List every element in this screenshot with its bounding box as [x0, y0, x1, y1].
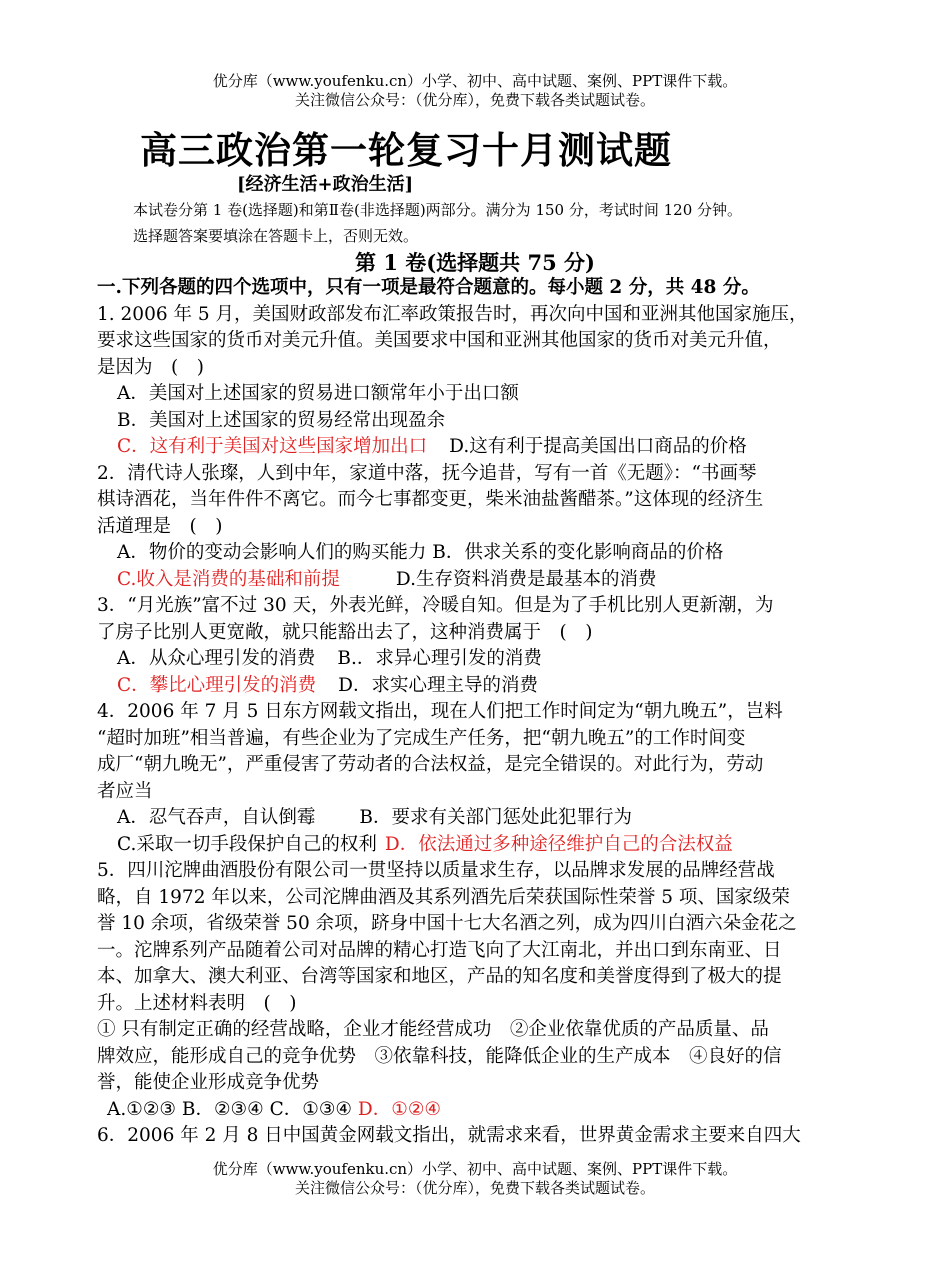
question-stem: “超时加班”相当普遍，有些企业为了完成生产任务，把“朝九晚五”的工作时间变	[97, 727, 746, 749]
question-stem: 2．清代诗人张璨，人到中年，家道中落，抚今追昔，写有一首《无题》：“书画琴	[97, 462, 757, 484]
options-abc: A.①②③ B．②③④ C．①③④	[107, 1098, 353, 1120]
option-d-answer: D．依法通过多种途径维护自己的合法权益	[384, 833, 733, 855]
statement-list: ① 只有制定正确的经营战略，企业才能经营成功 ②企业依靠优质的产品质量、品	[97, 1019, 769, 1040]
question-stem: 4．2006 年 7 月 5 日东方网载文指出，现在人们把工作时间定为“朝九晚五”，岂料	[97, 701, 783, 722]
option-c-answer: C．攀比心理引发的消费	[117, 674, 317, 696]
page-subtitle: [经济生活+政治生活]	[237, 174, 414, 195]
option-b: B.．求异心理引发的消费	[337, 648, 542, 669]
option-a: A．忍气吞声，自认倒霉	[117, 807, 316, 828]
question-stem: 是因为 ( )	[97, 356, 204, 378]
footer-line-1: 优分库（www.youfenku.cn）小学、初中、高中试题、案例、PPT课件下载。	[212, 1160, 738, 1178]
option-ab: A．物价的变动会影响人们的购买能力 B．供求关系的变化影响商品的价格	[117, 542, 724, 563]
question-stem: 棋诗酒花，当年件件不离它。而今七事都变更，柴米油盐酱醋茶。”这体现的经济生	[97, 489, 764, 510]
question-stem: 本、加拿大、澳大利亚、台湾等国家和地区，产品的知名度和美誉度得到了极大的提	[97, 966, 782, 987]
option-a: A．从众心理引发的消费	[117, 648, 316, 669]
question-stem: 一。沱牌系列产品随着公司对品牌的精心打造飞向了大江南北，并出口到东南亚、日	[97, 939, 782, 961]
header-line-1: 优分库（www.youfenku.cn）小学、初中、高中试题、案例、PPT课件下载。	[212, 72, 738, 90]
question-stem: 升。上述材料表明 ( )	[97, 992, 297, 1014]
option-c-answer: C．这有利于美国对这些国家增加出口	[117, 436, 428, 457]
question-stem: 1. 2006 年 5 月，美国财政部发布汇率政策报告时，再次向中国和亚洲其他国家施压，	[97, 303, 808, 325]
page-header	[0, 72, 950, 110]
question-stem: 3．“月光族”富不过 30 天，外表光鲜，冷暖自知。但是为了手机比别人更新潮，为	[97, 595, 774, 616]
question-stem: 了房子比别人更宽敞，就只能豁出去了，这种消费属于 ( )	[97, 621, 593, 643]
page-title: 高三政治第一轮复习十月测试题	[140, 128, 672, 172]
option-b: B．要求有关部门惩处此犯罪行为	[359, 807, 632, 828]
statement-list: 誉，能使企业形成竞争优势	[97, 1072, 320, 1093]
question-4	[97, 699, 867, 858]
intro-line-2: 选择题答案要填涂在答题卡上，否则无效。	[133, 227, 419, 245]
question-stem: 成厂“朝九晚无”，严重侵害了劳动者的合法权益，是完全错误的。对此行为，劳动	[97, 754, 764, 775]
statement-list: 牌效应，能形成自己的竞争优势 ③依靠科技，能降低企业的生产成本 ④良好的信	[97, 1045, 782, 1067]
intro-line-1: 本试卷分第 1 卷(选择题)和第Ⅱ卷(非选择题)两部分。满分为 150 分，考试时间 120 分钟。	[133, 201, 743, 219]
footer-line-2: 关注微信公众号：（优分库），免费下载各类试题试卷。	[294, 1179, 655, 1197]
option-d: D.这有利于提高美国出口商品的价格	[449, 436, 747, 457]
question-3	[97, 593, 867, 699]
question-2	[97, 461, 867, 594]
question-stem: 6．2006 年 2 月 8 日中国黄金网载文指出，就需求来看，世界黄金需求主要来自四大	[97, 1125, 801, 1146]
option-c-answer: C.收入是消费的基础和前提	[117, 568, 340, 590]
option-c: C.采取一切手段保护自己的权利	[117, 833, 377, 855]
question-body	[97, 275, 867, 1150]
question-stem: 要求这些国家的货币对美元升值。美国要求中国和亚洲其他国家的货币对美元升值，	[97, 330, 782, 351]
part-heading: 一.下列各题的四个选项中，只有一项是最符合题意的。每小题 2 分，共 48 分。	[97, 277, 760, 298]
question-stem: 略，自 1972 年以来，公司沱牌曲酒及其系列酒先后荣获国际性荣誉 5 项、国家级荣	[97, 886, 790, 908]
option-b: B．美国对上述国家的贸易经常出现盈余	[117, 409, 446, 431]
question-stem: 活道理是 ( )	[97, 515, 223, 537]
option-a: A．美国对上述国家的贸易进口额常年小于出口额	[117, 383, 519, 404]
question-1	[97, 302, 867, 461]
question-stem: 5．四川沱牌曲酒股份有限公司一贯坚持以质量求生存，以品牌求发展的品牌经营战	[97, 860, 775, 881]
section-title: 第 1 卷(选择题共 75 分)	[355, 250, 595, 275]
option-d: D.生存资料消费是最基本的消费	[395, 568, 657, 590]
question-stem: 者应当	[97, 780, 153, 802]
option-d: D．求实心理主导的消费	[338, 674, 538, 696]
question-5	[97, 858, 867, 1123]
option-d-answer: D．①②④	[357, 1098, 442, 1120]
header-line-2: 关注微信公众号：（优分库），免费下载各类试题试卷。	[294, 91, 655, 109]
question-6	[97, 1123, 867, 1150]
question-stem: 誉 10 余项，省级荣誉 50 余项，跻身中国十七大名酒之列，成为四川白酒六朵金花之	[97, 913, 797, 934]
page-footer	[0, 1160, 950, 1198]
